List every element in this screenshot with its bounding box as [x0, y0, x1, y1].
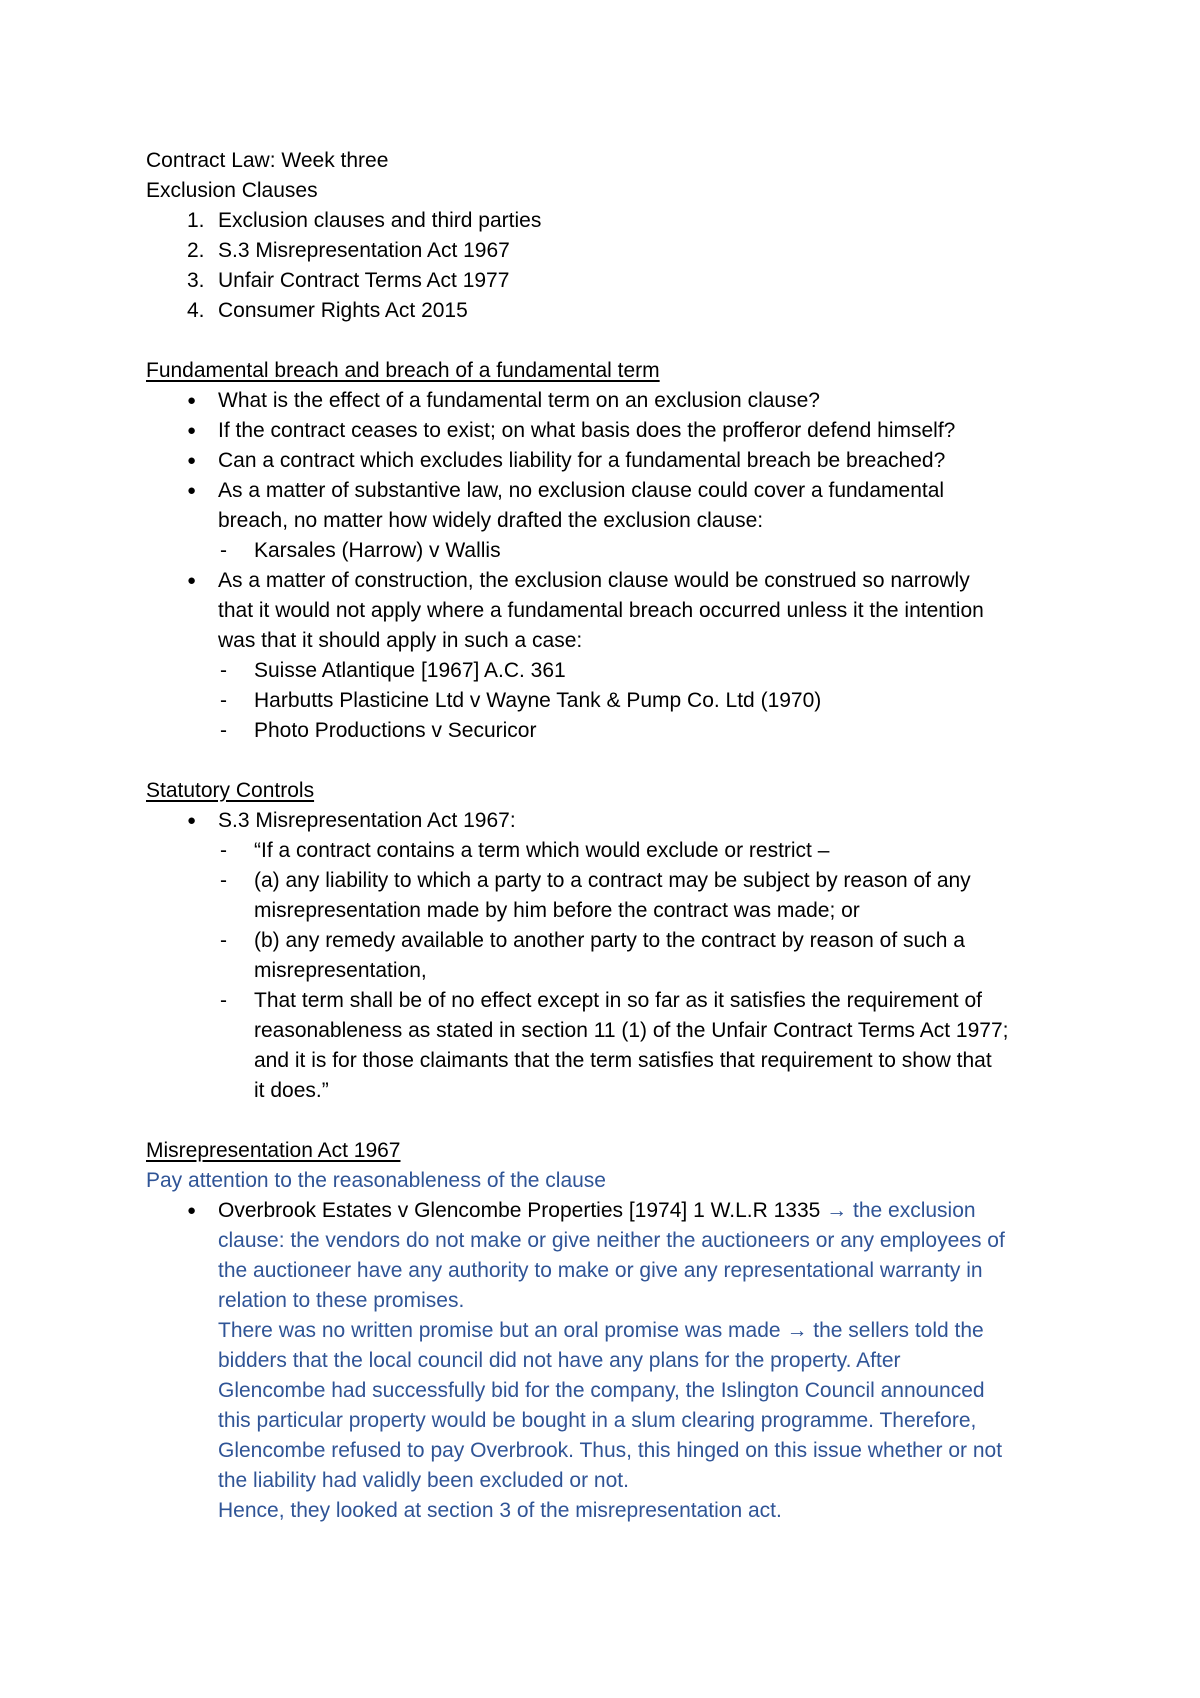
- case-name: Karsales (Harrow) v Wallis: [254, 539, 501, 562]
- quote-item: [218, 866, 1086, 926]
- bullet-text: If the contract ceases to exist; on what basis does the profferor defend himself?: [218, 419, 956, 442]
- bullet-content: [218, 566, 1086, 746]
- dash-marker: -: [220, 719, 227, 742]
- case-item: [218, 686, 1086, 716]
- facts-start: There was no written promise but an oral promise was made: [218, 1319, 781, 1342]
- case-summary-line: relation to these promises.: [218, 1289, 465, 1312]
- document-title: Contract Law: Week three: [146, 149, 389, 172]
- bullet-item: [146, 566, 1086, 746]
- section-heading-misrepresentation-act: Misrepresentation Act 1967: [146, 1139, 401, 1162]
- case-name: Photo Productions v Securicor: [254, 719, 537, 742]
- case-item: [218, 536, 1086, 566]
- quote-text: misrepresentation made by him before the contract was made; or: [254, 899, 860, 922]
- list-item-text: Consumer Rights Act 2015: [218, 299, 468, 322]
- bullet-item: [146, 446, 1086, 476]
- bullet-text: breach, no matter how widely drafted the exclusion clause:: [218, 509, 764, 532]
- dash-marker: -: [220, 869, 227, 892]
- bullet-icon: ●: [187, 392, 197, 409]
- list-number: 2.: [187, 239, 205, 262]
- facts-line: bidders that the local council did not have any plans for the property. After: [218, 1349, 901, 1372]
- facts-line: Glencombe had successfully bid for the company, the Islington Council announced: [218, 1379, 985, 1402]
- bullet-text: Can a contract which excludes liability for a fundamental breach be breached?: [218, 449, 946, 472]
- quote-content: [254, 866, 1086, 926]
- quote-text: (a) any liability to which a party to a contract may be subject by reason of any: [254, 869, 971, 892]
- numbered-list: [146, 206, 1086, 326]
- section-heading-fundamental-breach: Fundamental breach and breach of a fundamental term: [146, 359, 660, 382]
- bullet-item: [146, 386, 1086, 416]
- case-summary-line: the auctioneer have any authority to make or give any representational warranty in: [218, 1259, 983, 1282]
- bullet-item: [146, 1196, 1086, 1526]
- conclusion-line: Hence, they looked at section 3 of the misrepresentation act.: [218, 1499, 782, 1522]
- case-name: Harbutts Plasticine Ltd v Wayne Tank & Pump Co. Ltd (1970): [254, 689, 822, 712]
- facts-line: Glencombe refused to pay Overbrook. Thus, this hinged on this issue whether or not: [218, 1439, 1003, 1462]
- bullet-icon: ●: [187, 812, 197, 829]
- quote-text: That term shall be of no effect except in so far as it satisfies the requirement of: [254, 989, 982, 1012]
- spacer: [146, 1106, 1086, 1136]
- bullet-text: As a matter of construction, the exclusion clause would be construed so narrowly: [218, 569, 970, 592]
- bullet-content: [218, 476, 1086, 566]
- bullet-text: that it would not apply where a fundamental breach occurred unless it the intention: [218, 599, 984, 622]
- list-item: [146, 236, 1086, 266]
- case-summary-line: clause: the vendors do not make or give neither the auctioneers or any employees of: [218, 1229, 1005, 1252]
- bullet-item: [146, 416, 1086, 446]
- arrow-right-icon: →: [826, 1199, 848, 1222]
- quote-text: “If a contract contains a term which would exclude or restrict –: [254, 839, 830, 862]
- bullet-icon: ●: [187, 452, 197, 469]
- document-subtitle: Exclusion Clauses: [146, 179, 318, 202]
- bullet-text: S.3 Misrepresentation Act 1967:: [218, 809, 516, 832]
- quote-text: it does.”: [254, 1079, 329, 1102]
- quote-item: [218, 986, 1086, 1106]
- quote-text: reasonableness as stated in section 11 (1) of the Unfair Contract Terms Act 1977;: [254, 1019, 1009, 1042]
- list-number: 3.: [187, 269, 205, 292]
- quote-item: [218, 926, 1086, 986]
- quote-text: misrepresentation,: [254, 959, 427, 982]
- bullet-content: [218, 806, 1086, 1106]
- arrow-right-icon: →: [786, 1319, 808, 1342]
- case-item: [218, 656, 1086, 686]
- bullet-text: What is the effect of a fundamental term on an exclusion clause?: [218, 389, 820, 412]
- quote-content: [254, 986, 1086, 1106]
- note-text: Pay attention to the reasonableness of the clause: [146, 1169, 606, 1192]
- list-item-text: Exclusion clauses and third parties: [218, 209, 542, 232]
- bullet-text: As a matter of substantive law, no exclusion clause could cover a fundamental: [218, 479, 945, 502]
- case-line: [218, 1196, 1086, 1226]
- bullet-icon: ●: [187, 482, 197, 499]
- document-page: [146, 146, 1086, 1526]
- quote-content: [254, 926, 1086, 986]
- case-name: Suisse Atlantique [1967] A.C. 361: [254, 659, 566, 682]
- dash-marker: -: [220, 839, 227, 862]
- spacer: [146, 326, 1086, 356]
- dash-marker: -: [220, 659, 227, 682]
- facts-line: the liability had validly been excluded or not.: [218, 1469, 629, 1492]
- list-item: [146, 206, 1086, 236]
- bullet-icon: ●: [187, 1202, 197, 1219]
- dash-marker: -: [220, 689, 227, 712]
- quote-text: (b) any remedy available to another party to the contract by reason of such a: [254, 929, 965, 952]
- bullet-icon: ●: [187, 422, 197, 439]
- dash-marker: -: [220, 539, 227, 562]
- bullet-icon: ●: [187, 572, 197, 589]
- list-number: 1.: [187, 209, 205, 232]
- dash-marker: -: [220, 989, 227, 1012]
- quote-item: [218, 836, 1086, 866]
- list-item: [146, 296, 1086, 326]
- quote-text: and it is for those claimants that the term satisfies that requirement to show that: [254, 1049, 992, 1072]
- facts-after-arrow: the sellers told the: [807, 1319, 984, 1342]
- dash-marker: -: [220, 929, 227, 952]
- case-item: [218, 716, 1086, 746]
- section-heading-statutory-controls: Statutory Controls: [146, 779, 315, 802]
- list-number: 4.: [187, 299, 205, 322]
- spacer: [146, 746, 1086, 776]
- facts-line: this particular property would be bought in a slum clearing programme. Therefore,: [218, 1409, 977, 1432]
- bullet-item: [146, 476, 1086, 566]
- list-item-text: S.3 Misrepresentation Act 1967: [218, 239, 510, 262]
- facts-line: [218, 1316, 1086, 1346]
- bullet-content: [218, 1196, 1086, 1526]
- case-summary-start: the exclusion: [847, 1199, 976, 1222]
- bullet-text: was that it should apply in such a case:: [218, 629, 583, 652]
- case-citation: Overbrook Estates v Glencombe Properties [1974] 1 W.L.R 1335: [218, 1199, 821, 1222]
- list-item-text: Unfair Contract Terms Act 1977: [218, 269, 510, 292]
- list-item: [146, 266, 1086, 296]
- bullet-item: [146, 806, 1086, 1106]
